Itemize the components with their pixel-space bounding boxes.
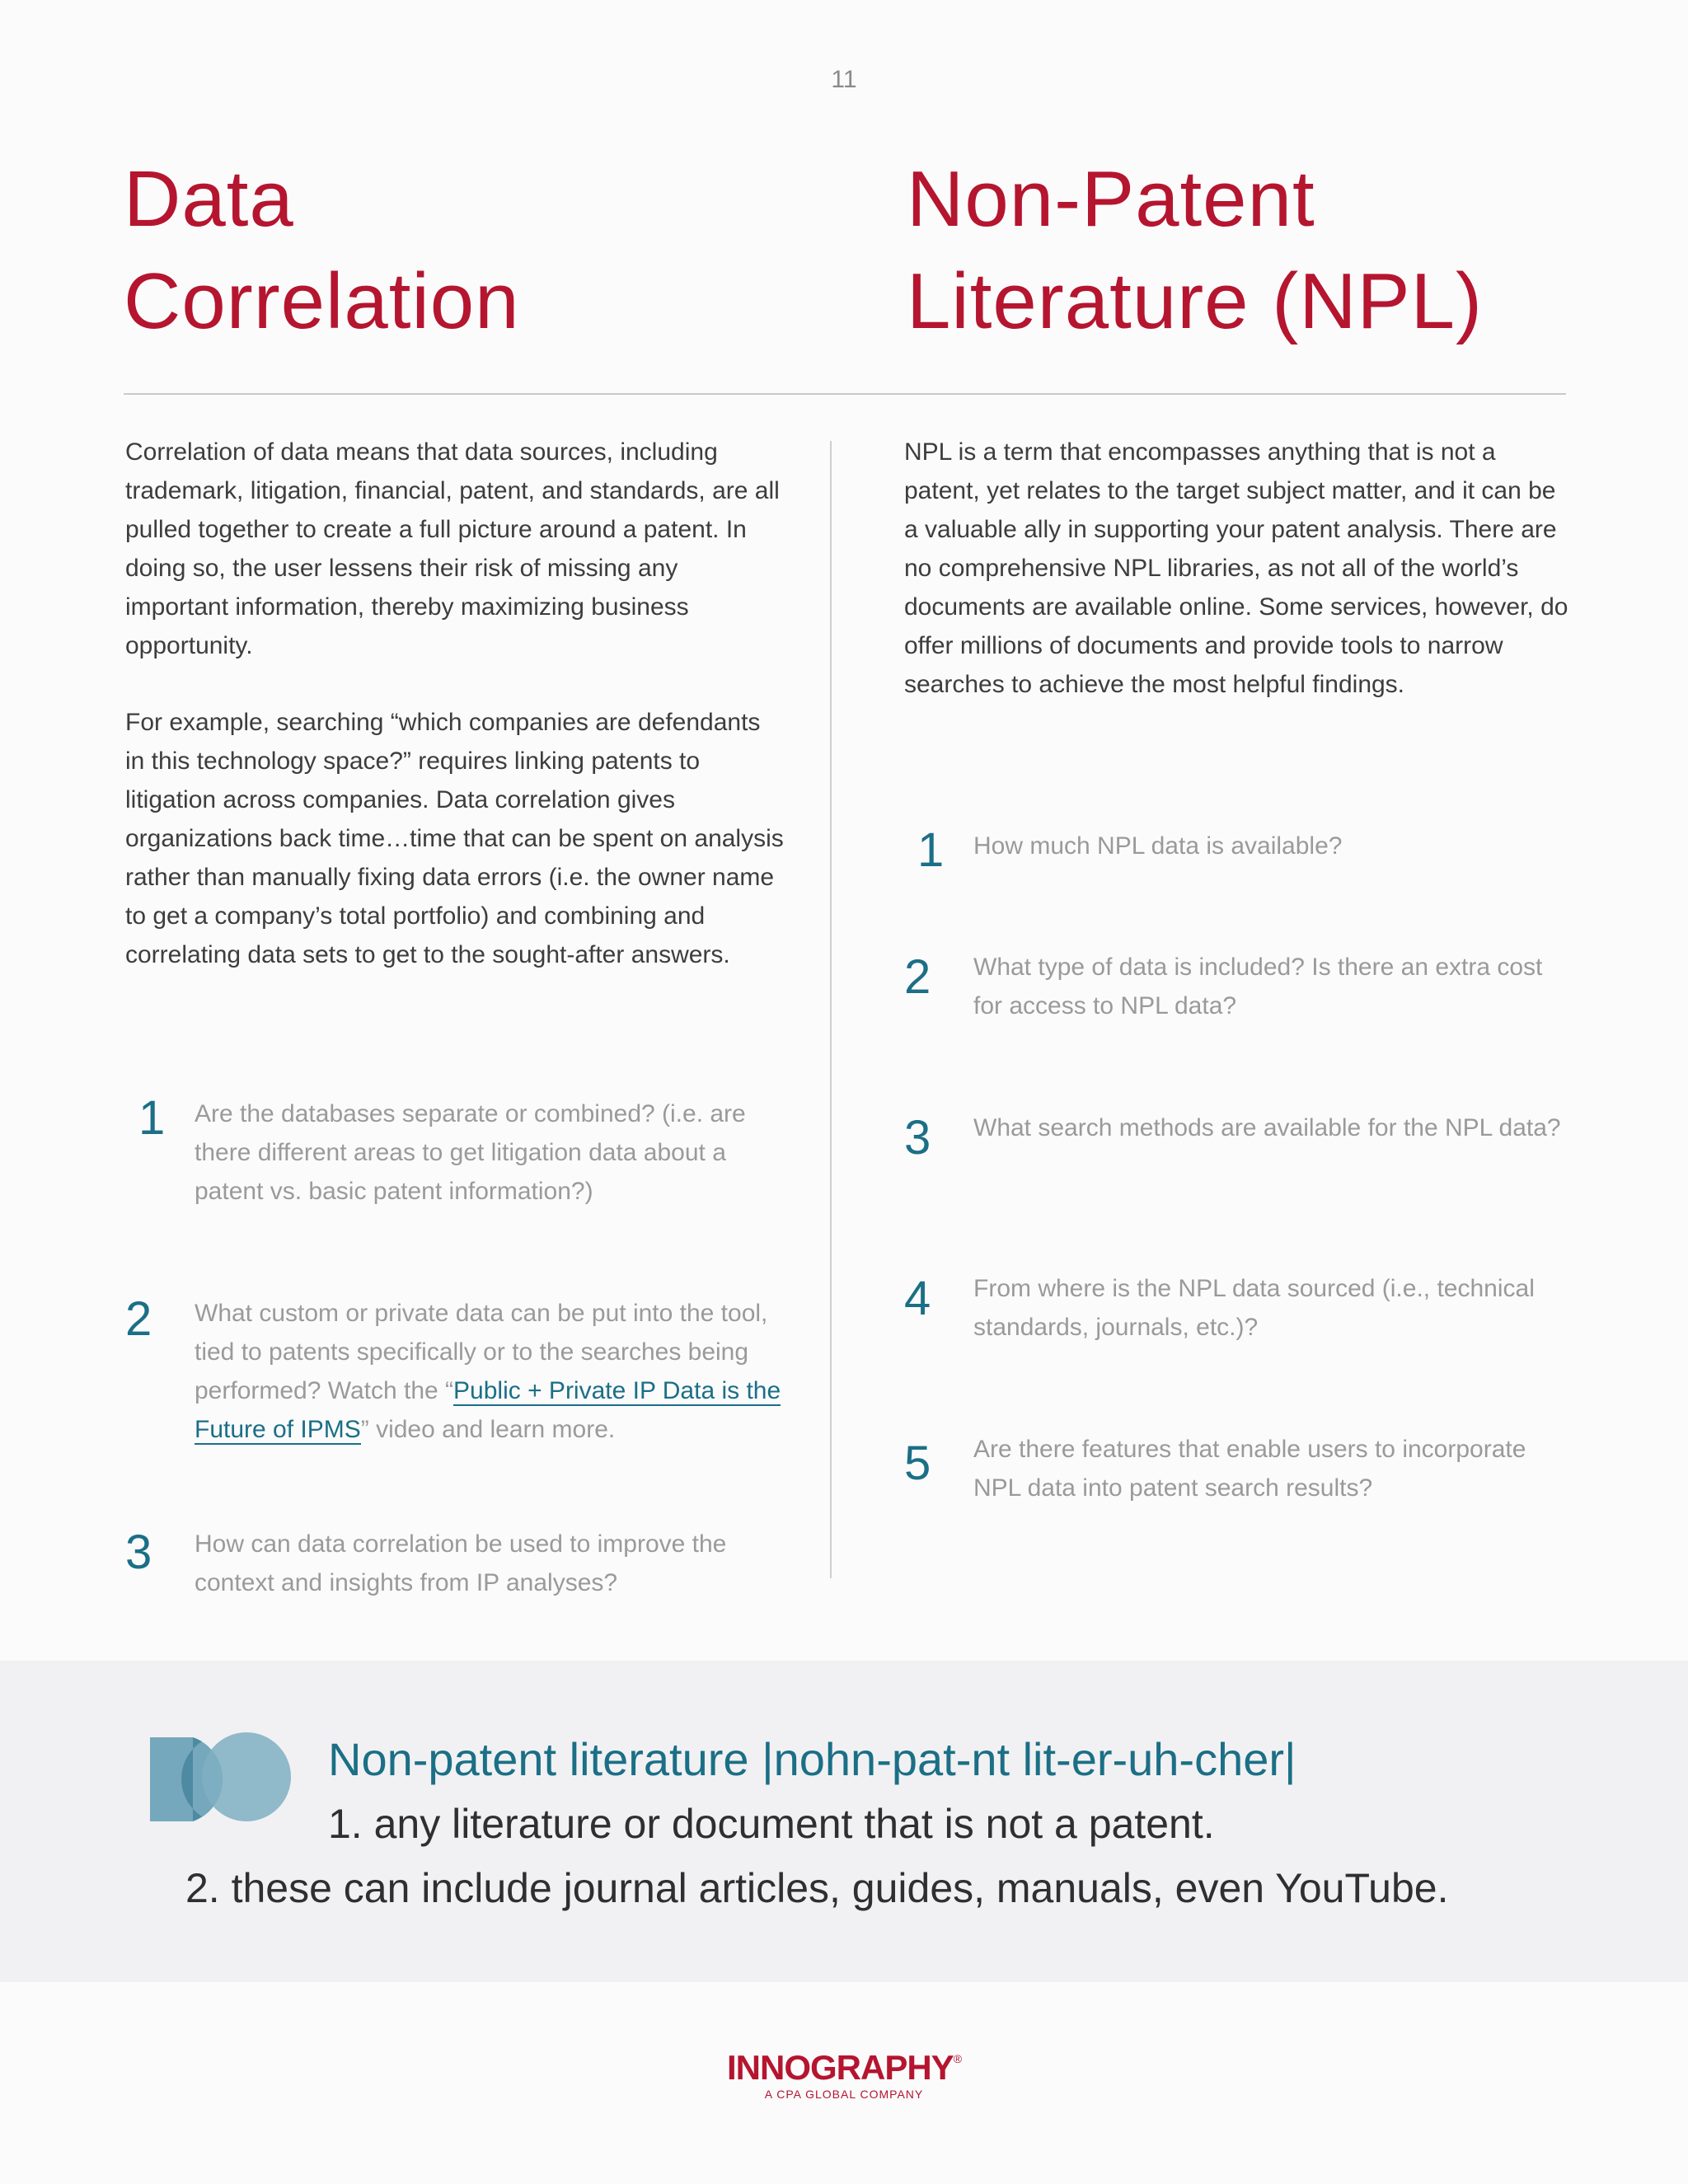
right-question-2: What type of data is included? Is there an extra cost for access to NPL data? [973,954,1543,1019]
public-private-ip-data-link[interactable]: Public + Private IP Data is the Future of IPMS [195,1377,781,1443]
left-question-2-text-after: ” video and learn more. [360,1416,616,1443]
right-question-number-1: 1 [917,823,945,877]
left-question-number-3: 3 [125,1526,152,1579]
right-title-line2: Literature (NPL) [907,257,1483,345]
innography-logo [0,2048,1688,2101]
right-title-line1: Non-Patent [907,155,1315,243]
logo-brand: INNOGRAPHY [726,2048,954,2087]
definition-heading [328,1731,1296,1788]
right-question-number-2: 2 [904,950,931,1004]
left-question-2 [195,1294,788,1449]
right-question-number-4: 4 [904,1272,931,1325]
definition-line-1: 1. any literature or document that is not a patent. [328,1801,1215,1847]
right-question-number-5: 5 [904,1436,931,1490]
definition-term: Non-patent literature [328,1733,749,1785]
right-question-3: What search methods are available for the NPL data? [973,1114,1561,1141]
left-intro-paragraph: Correlation of data means that data sources, including trademark, litigation, financial, patent, and standards, are all pulled together to create a full picture around a patent. In doing so, the user lessens their risk of missing any important information, thereby maximizing business opportunity. [125,438,780,659]
left-example-paragraph: For example, searching “which companies are defendants in this technology space?” requires linking patents to litigation across companies. Data correlation gives organizations back time…time that can be spent on analysis rather than manually fixing data errors (i.e. the owner name to get a company’s total portfolio) and combining and correlating data sets to get to the sought-after answers. [125,709,784,968]
left-question-number-2: 2 [125,1292,152,1346]
definition-pronunciation: |nohn-pat-nt lit-er-uh-cher| [762,1733,1296,1785]
logo-registered-mark: ® [953,2052,962,2065]
column-divider [830,441,832,1578]
logo-tagline: A CPA GLOBAL COMPANY [764,2088,924,2101]
right-question-5: Are there features that enable users to incorporate NPL data into patent search results? [973,1436,1526,1502]
logo-wordmark [0,2048,1688,2088]
left-title-line1: Data [124,155,294,243]
left-question-number-1: 1 [138,1091,166,1145]
page-number: 11 [831,66,857,93]
right-question-number-3: 3 [904,1111,931,1165]
right-title [907,148,1483,353]
left-title-line2: Correlation [124,257,520,345]
left-title [124,148,520,353]
book-icon [148,1731,293,1823]
right-question-4: From where is the NPL data sourced (i.e., technical standards, journals, etc.)? [973,1275,1535,1341]
left-question-3: How can data correlation be used to improve the context and insights from IP analyses? [195,1530,727,1596]
header-divider [124,393,1566,395]
right-intro-paragraph: NPL is a term that encompasses anything that is not a patent, yet relates to the target subject matter, and it can be a valuable ally in supporting your patent analysis. There are no comprehensive NPL libraries, as not all of the world’s documents are available online. Some services, however, do offer millions of documents and provide tools to narrow searches to achieve the most helpful findings. [904,438,1568,698]
right-question-1: How much NPL data is available? [973,832,1343,860]
left-question-2-text-before: What custom or private data can be put into the tool, tied to patents specifically or to the searches being performed? Watch the “ [195,1300,768,1404]
left-question-1: Are the databases separate or combined? (i.e. are there different areas to get litigation data about a patent vs. basic patent information?) [195,1100,746,1205]
definition-line-2: 2. these can include journal articles, guides, manuals, even YouTube. [185,1865,1449,1911]
